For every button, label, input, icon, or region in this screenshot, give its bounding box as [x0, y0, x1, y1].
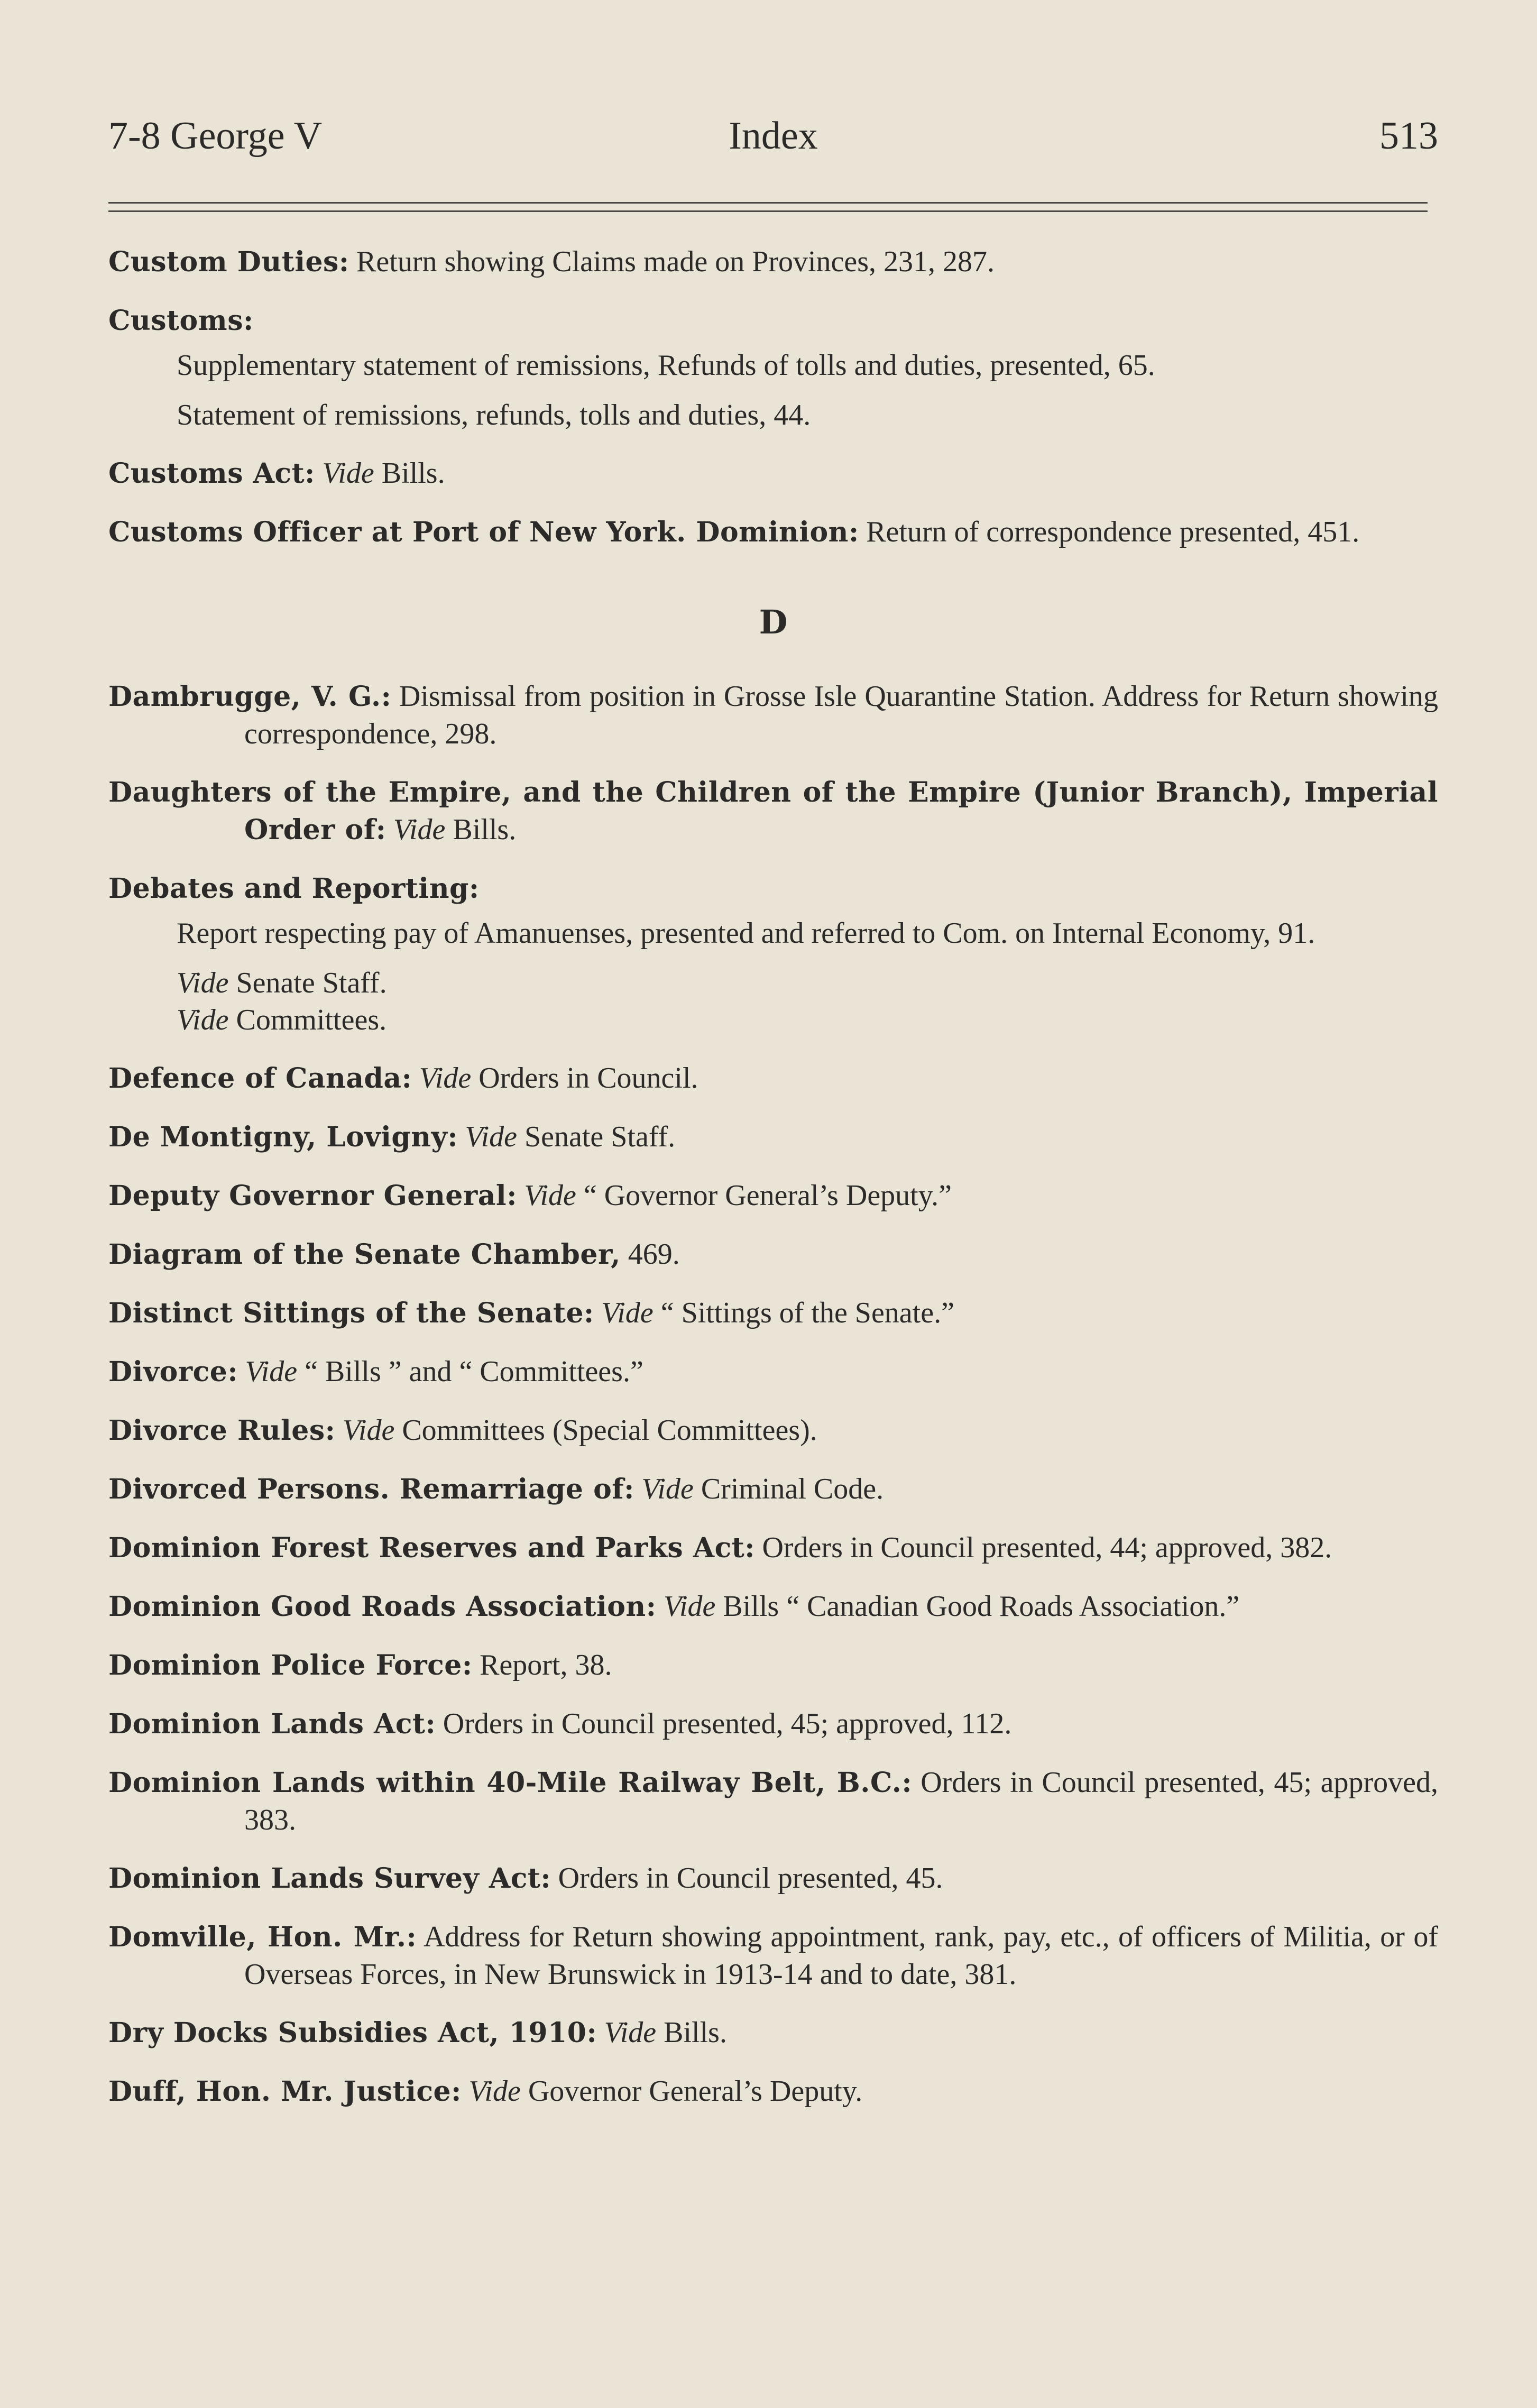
entry-diagram-senate-chamber: Diagram of the Senate Chamber, 469.	[108, 1238, 680, 1271]
entry-customs-sub-1: Supplementary statement of remissions, Refunds of tolls and duties, presented, 65.	[177, 349, 1155, 382]
header-rule-bottom	[108, 210, 1428, 212]
entry-dominion-good-roads: Dominion Good Roads Association: Vide Bills “ Canadian Good Roads Association.”	[108, 1590, 1240, 1623]
entry-domville: Domville, Hon. Mr.: Address for Return showing appointment, rank, pay, etc., of officers of Militia, or of Overseas Forces, in New Brunswick in 1913-14 and to date, 381.	[108, 1920, 1438, 1991]
entry-customs-officer: Customs Officer at Port of New York. Dominion: Return of correspondence presented, 451.	[108, 516, 1360, 548]
entry-custom-duties: Custom Duties: Return showing Claims made on Provinces, 231, 287.	[108, 245, 995, 278]
entry-dominion-lands-survey-act: Dominion Lands Survey Act: Orders in Council presented, 45.	[108, 1862, 943, 1895]
entry-dominion-police-force: Dominion Police Force: Report, 38.	[108, 1649, 612, 1681]
entry-divorce: Divorce: Vide “ Bills ” and “ Committees.”	[108, 1355, 643, 1388]
header-rule-top	[108, 202, 1428, 204]
entry-debates-and-reporting: Debates and Reporting:	[108, 872, 480, 905]
entry-debates-sub-2: Vide Senate Staff.	[177, 967, 387, 999]
section-letter: D	[759, 603, 788, 641]
running-head-left: 7-8 George V	[108, 114, 323, 158]
entry-customs-act: Customs Act: Vide Bills.	[108, 457, 445, 490]
entry-debates-sub-3: Vide Committees.	[177, 1004, 387, 1036]
entry-customs: Customs:	[108, 305, 254, 337]
entry-de-montigny: De Montigny, Lovigny: Vide Senate Staff.	[108, 1120, 676, 1153]
entry-customs-sub-2: Statement of remissions, refunds, tolls and duties, 44.	[177, 399, 811, 431]
entry-debates-sub-1: Report respecting pay of Amanuenses, presented and referred to Com. on Internal Economy, 91.	[177, 917, 1315, 950]
entry-dambrugge: Dambrugge, V. G.: Dismissal from position in Grosse Isle Quarantine Station. Address for Return showing correspondence, 298.	[108, 680, 1439, 750]
entry-divorced-persons: Divorced Persons. Remarriage of: Vide Criminal Code.	[108, 1473, 884, 1505]
entry-distinct-sittings: Distinct Sittings of the Senate: Vide “ Sittings of the Senate.”	[108, 1297, 954, 1329]
running-head-title: Index	[729, 114, 818, 158]
index-entries	[108, 243, 1438, 2131]
entry-dominion-forest-reserves: Dominion Forest Reserves and Parks Act: Orders in Council presented, 44; approved, 382.	[108, 1531, 1332, 1564]
entry-dominion-lands-act: Dominion Lands Act: Orders in Council presented, 45; approved, 112.	[108, 1707, 1012, 1740]
entry-defence-of-canada: Defence of Canada: Vide Orders in Council.	[108, 1062, 698, 1095]
running-head	[108, 114, 1438, 167]
entry-dominion-lands-railway-belt: Dominion Lands within 40-Mile Railway Belt, B.C.: Orders in Council presented, 45; approved, 383.	[108, 1766, 1438, 1836]
entry-divorce-rules: Divorce Rules: Vide Committees (Special Committees).	[108, 1414, 817, 1447]
entry-duff: Duff, Hon. Mr. Justice: Vide Governor General’s Deputy.	[108, 2075, 863, 2108]
entry-daughters-of-the-empire: Daughters of the Empire, and the Children of the Empire (Junior Branch), Imperial Order of: Vide Bills.	[108, 776, 1438, 846]
entry-deputy-governor-general: Deputy Governor General: Vide “ Governor General’s Deputy.”	[108, 1179, 952, 1212]
entry-dry-docks-subsidies-act: Dry Docks Subsidies Act, 1910: Vide Bills.	[108, 2016, 727, 2049]
page-number: 513	[1379, 114, 1438, 158]
